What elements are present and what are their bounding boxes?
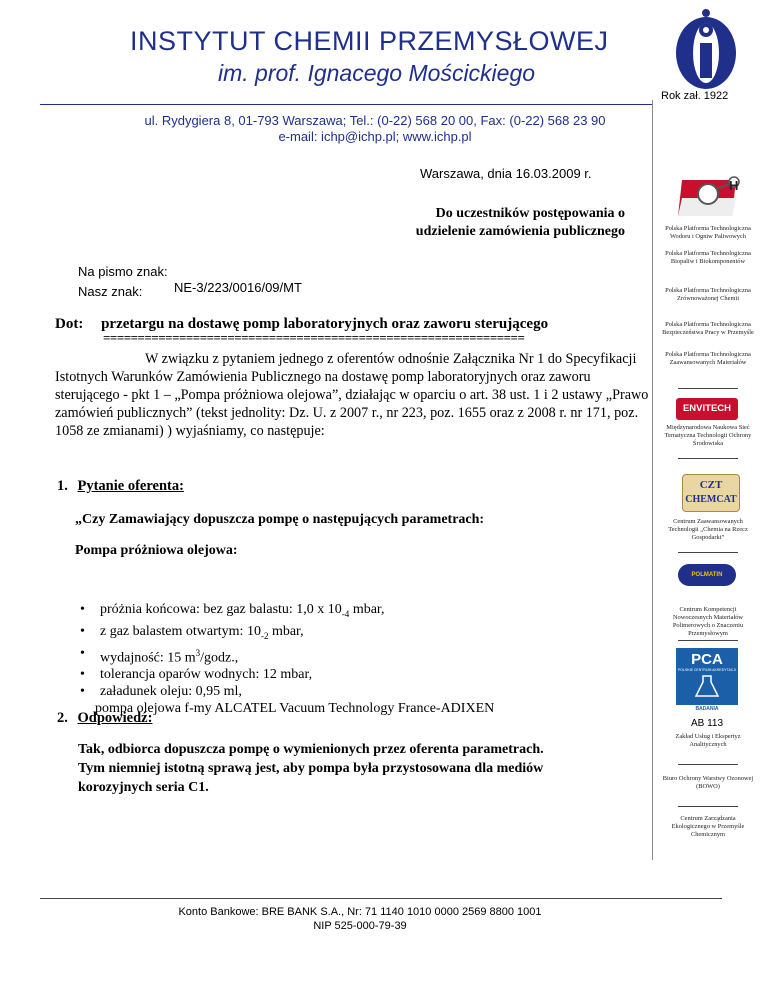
list-item: • z gaz balastem otwartym: $10_{-2}$ mbar, (100, 623, 494, 645)
ichp-logo-icon (671, 8, 741, 90)
lab-description: Zakład Usług i Ekspertyz Analitycznych (675, 733, 741, 748)
envitech-description: Międzynarodowa Naukowa Sieć Tematyczna Technologii Ochrony Środowiska (664, 424, 752, 447)
answer-heading (57, 710, 152, 727)
recipient-line: Do uczestników postępowania o (435, 206, 625, 221)
flask-icon (676, 672, 738, 704)
institute-patron: im. prof. Ignacego Mościckiego (218, 60, 536, 86)
list-item: • wydajność: 15 $m^3$/godz., (100, 645, 494, 667)
subject-text: przetargu na dostawę pomp laboratoryjnych oraz zaworu sterującego (101, 316, 549, 332)
czt-chemcat-logo: CZT CHEMCAT (682, 474, 740, 512)
sidebar-divider (652, 100, 653, 860)
pump-heading: Pompa próżniowa olejowa: (75, 543, 238, 558)
polmatin-logo: POLMATIN (678, 564, 736, 586)
answer-line: Tak, odbiorca dopuszcza pompę o wymienionych przez oferenta parametrach. (78, 742, 544, 757)
intro-paragraph (55, 350, 655, 440)
contact-line: e-mail: ichp@ichp.pl; www.ichp.pl (278, 129, 472, 144)
bowo-description: Biuro Ochrony Warstwy Ozonowej (BOWO) (662, 775, 754, 790)
answer-text (78, 740, 638, 797)
pca-badge: BADANIA (676, 705, 738, 714)
intro-text: W związku z pytaniem jednego z oferentów odnośnie Załącznika Nr 1 do Specyfikacji Istotnych Warunków Zamówienia Publicznego na dostawę pomp laboratoryjnych oraz zaworu sterującego - pkt 1 – „Pompa próżniowa olejowa”, działając w oparciu o art. 38 ust. 1 i 2 ustawy „Prawo zamówień publicznych” (tekst jednolity: Dz. U. z 2007 r., nr 223, poz. 1655 oraz z 2008 r. nr 171, poz. 1058 ze zmianami) ) wyjaśniamy, co następuje: (55, 351, 649, 439)
subject-rule: ============================================================= (103, 330, 525, 345)
list-item: • tolerancja oparów wodnych: 12 mbar, (100, 666, 494, 683)
tax-id: NIP 525-000-79-39 (313, 920, 407, 932)
question-title: Pytanie oferenta: (77, 478, 184, 494)
ref-label-incoming: Na pismo znak: (78, 264, 168, 279)
platform-advanced-materials: Polska Platforma Technologiczna Zaawansowanych Materiałów (665, 351, 751, 366)
answer-line: Tym niemniej istotną sprawą jest, aby pompa była przystosowana dla mediów (78, 761, 544, 776)
sidebar-rule (678, 458, 738, 459)
pca-logo-subtitle: POLSKIE CENTRUM AKREDYTACJI (677, 668, 737, 672)
ref-label-ours: Nasz znak: (78, 284, 143, 299)
footer-rule (40, 898, 722, 899)
recipient-line: udzielenie zamówienia publicznego (415, 224, 625, 239)
czt-description: Centrum Zaawansowanych Technologii „Chemia na Rzecz Gospodarki” (668, 518, 748, 541)
platform-biofuels: Polska Platforma Technologiczna Biopaliw i Biokomponentów (665, 250, 751, 265)
bank-account: Konto Bankowe: BRE BANK S.A., Nr: 71 1140 1010 0000 2569 8800 1001 (178, 906, 542, 918)
sidebar-rule (678, 640, 738, 641)
hydrogen-logo-letter: H (729, 178, 739, 193)
ref-number: NE-3/223/0016/09/MT (174, 280, 302, 295)
sidebar-rule (678, 764, 738, 765)
polmatin-description: Centrum Kompetencji Nowoczesnych Materiałów Polimerowych o Znaczeniu Przemysłowym (672, 606, 744, 637)
list-item: • próżnia końcowa: bez gaz balastu: 1,0 x $10_{-4}$ mbar, (100, 601, 494, 623)
pca-accreditation-logo (676, 648, 738, 714)
answer-title: Odpowiedź: (77, 710, 153, 726)
sidebar-rule (678, 388, 738, 389)
sidebar-rule (678, 552, 738, 553)
question-heading (57, 478, 184, 495)
answer-line: korozyjnych seria C1. (78, 780, 209, 795)
letter-date: Warszawa, dnia 16.03.2009 r. (420, 166, 592, 181)
question-number: 1. (57, 478, 68, 494)
question-text: „Czy Zamawiający dopuszcza pompę o następujących parametrach: (75, 512, 485, 527)
institute-name: INSTYTUT CHEMII PRZEMYSŁOWEJ (130, 26, 609, 56)
pump-parameters (95, 601, 495, 717)
pump-manufacturer: pompa olejowa f-my ALCATEL Vacuum Technology France-ADIXEN (95, 701, 495, 717)
platform-work-safety: Polska Platforma Technologiczna Bezpieczeństwa Pracy w Przemyśle (662, 321, 754, 336)
footer (60, 905, 660, 933)
accreditation-number: AB 113 (690, 718, 724, 729)
header-rule (40, 104, 652, 105)
list-item: • załadunek oleju: 0,95 ml, (100, 683, 494, 700)
sidebar-rule (678, 806, 738, 807)
platform-green-chemistry: Polska Platforma Technologiczna Zrównoważonej Chemii (665, 287, 751, 302)
founded-year: Rok zał. 1922 (661, 90, 729, 102)
subject-label: Dot: (55, 316, 84, 332)
platform-hydrogen: Polska Platforma Technologiczna Wodoru i Ogniw Paliwowych (665, 225, 751, 240)
envitech-logo: ENVITECH (676, 398, 738, 420)
recipient-block (330, 205, 625, 241)
answer-number: 2. (57, 710, 68, 726)
address-block (115, 113, 635, 145)
pca-logo-text: PCA (691, 651, 723, 668)
czeko-description: Centrum Zarządzania Ekologicznego w Przemyśle Chemicznym (671, 815, 745, 838)
address-line: ul. Rydygiera 8, 01-793 Warszawa; Tel.: (0-22) 568 20 00, Fax: (0-22) 568 23 90 (144, 113, 606, 128)
